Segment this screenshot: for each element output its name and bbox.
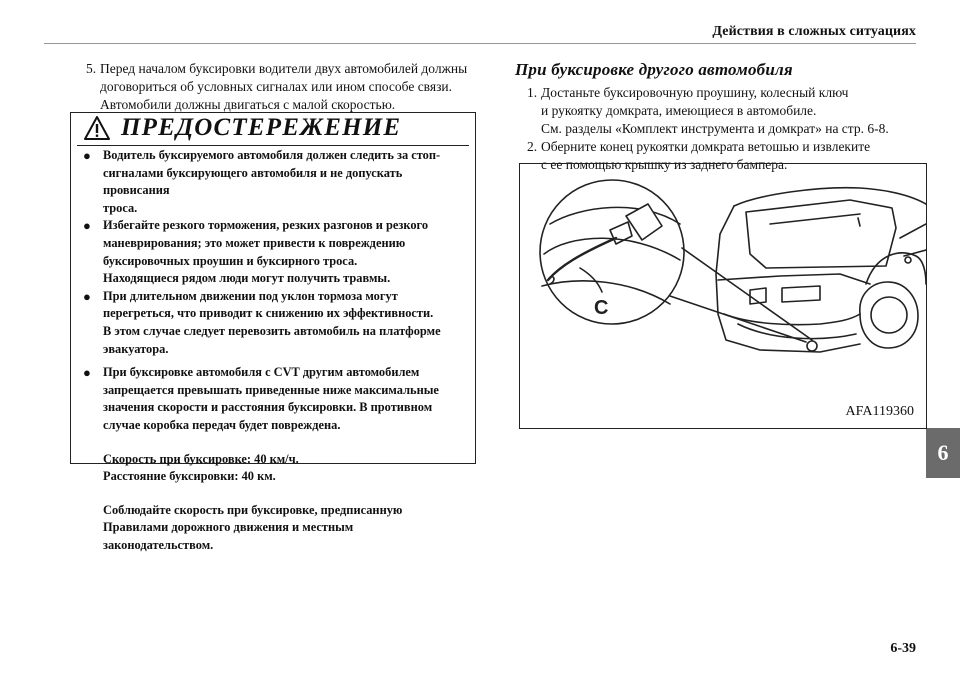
towing-speed: Скорость при буксировке: 40 км/ч. — [103, 451, 299, 466]
warning-line: случае коробка передач будет повреждена. — [103, 417, 341, 432]
warning-line: Находящиеся рядом люди могут получить травмы. — [103, 271, 391, 286]
warning-line: При буксировке автомобиля с CVT другим автомобилем — [103, 365, 420, 380]
warning-line: маневрирования; это может привести к повреждению — [103, 235, 406, 250]
warning-body — [81, 147, 465, 554]
figure-callout-label: C — [594, 297, 609, 319]
warning-line: запрещается превышать приведенные ниже максимальные — [103, 382, 439, 397]
step-line: См. разделы «Комплект инструмента и домкрат» на стр. 6-8. — [541, 121, 889, 136]
step-line: Оберните конец рукоятки домкрата ветошью и извлеките — [541, 139, 871, 154]
warning-line: Водитель буксируемого автомобиля должен следить за стоп- — [103, 148, 441, 162]
warning-line: значения скорости и расстояния буксировки. В противном — [103, 400, 433, 415]
warning-divider — [77, 145, 469, 146]
warning-line: Соблюдайте скорость при буксировке, предписанную — [103, 502, 403, 517]
right-column — [515, 60, 925, 174]
warning-item — [81, 364, 465, 554]
warning-box — [70, 112, 476, 552]
step-1 — [515, 84, 925, 138]
running-header: Действия в сложных ситуациях — [712, 24, 916, 39]
step-line: Автомобили должны двигаться с малой скоростью. — [100, 97, 396, 112]
step-5 — [74, 60, 478, 114]
step-line: договориться об условных сигналах или ином способе связи. — [100, 79, 453, 94]
step-line: и рукоятку домкрата, имеющиеся в автомобиле. — [541, 103, 817, 118]
warning-item — [81, 147, 465, 217]
figure-code: AFA119360 — [845, 404, 914, 419]
warning-line: буксировочных проушин и буксирного троса. — [103, 253, 358, 268]
bullet-icon: ● — [83, 218, 91, 234]
warning-line: Избегайте резкого торможения, резких разгонов и резкого — [103, 218, 429, 233]
section-heading: При буксировке другого автомобиля — [515, 60, 793, 79]
warning-line: Правилами дорожного движения и местным законодательством. — [103, 520, 354, 552]
step-line: Перед началом буксировки водители двух автомобилей должны — [100, 61, 468, 76]
towing-distance: Расстояние буксировки: 40 км. — [103, 469, 276, 484]
warning-line: В этом случае следует перевозить автомобиль на платформе — [103, 323, 441, 338]
bullet-icon: ● — [83, 288, 91, 304]
warning-item — [81, 217, 465, 287]
warning-triangle-icon — [83, 115, 111, 141]
warning-line: перегреться, что приводит к снижению их эффективности. — [103, 306, 434, 321]
warning-line: эвакуатора. — [103, 341, 169, 356]
warning-line: При длительном движении под уклон тормоза могут — [103, 288, 398, 303]
step-line: с ее помощью крышку из заднего бампера. — [541, 157, 788, 172]
step-line: Достаньте буксировочную проушину, колесный ключ — [541, 85, 849, 100]
left-column — [74, 60, 478, 114]
warning-line: троса. — [103, 200, 138, 215]
step-number: 1. — [527, 85, 538, 100]
header-rule — [44, 43, 916, 44]
warning-line: сигналами буксирующего автомобиля и не допускать провисания — [103, 165, 403, 198]
chapter-tab[interactable]: 6 — [926, 428, 960, 478]
bullet-icon: ● — [83, 365, 91, 381]
warning-item — [81, 288, 465, 358]
warning-title: ПРЕДОСТЕРЕЖЕНИЕ — [121, 114, 402, 141]
warning-header — [77, 113, 401, 143]
step-number: 2. — [527, 139, 538, 154]
car-rear-illustration — [520, 164, 926, 428]
step-number: 5. — [86, 61, 97, 76]
bullet-icon: ● — [83, 148, 91, 163]
page-number: 6-39 — [890, 641, 916, 656]
towing-figure — [519, 163, 927, 429]
